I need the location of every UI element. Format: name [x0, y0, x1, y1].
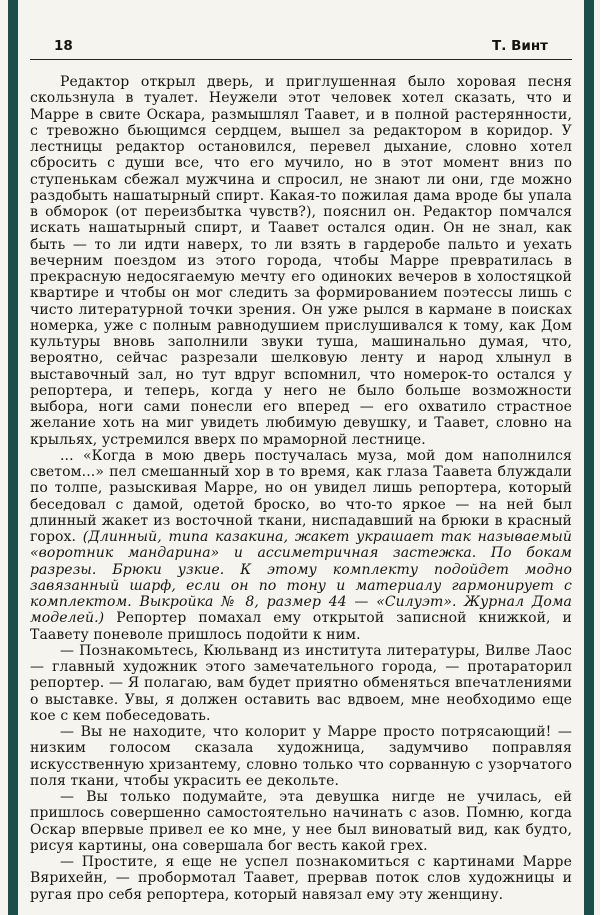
header-rule — [30, 59, 572, 60]
page-header — [30, 38, 572, 54]
paragraph — [30, 74, 572, 448]
paragraph-text: Редактор открыл дверь, и приглушенная было хоровая песня скользнула в туалет. Неужели этот человек хотел сказать, что и Марре в свите Оскара, размышлял Таавет, и в полной растерянности, с тревожно бьющимся сердцем, вышел за редактором в коридор. У лестницы редактор остановился, перевел дыхание, словно хотел сбросить с души все, что его мучило, но в этот момент вниз по ступенькам сбежал мужчина и спросил, не знают ли они, где можно раздобыть нашатырный спирт. Какая-то пожилая дама вроде бы упала в обморок (от переизбытка чувств?), пояснил он. Редактор помчался искать нашатырный спирт, и Таавет остался один. Он не знал, как быть — то ли идти наверх, то ли взять в гардеробе пальто и уехать вечерним поездом из этого города, чтобы Марре превратилась в прекрасную недосягаемую мечту его одиноких вечеров в холостяцкой квартире и чтобы он мог следить за формированием поэтессы лишь с чисто литературной точки зрения. Он уже рылся в кармане в поисках номерка, уже с полным равнодушием прислушивался к тому, как Дом культуры вновь заполнили звуки туша, машинально думая, что, вероятно, сейчас разрезали шелковую ленту и народ хлынул в выставочный зал, но тут вдруг вспомнил, что номерок-то остался у репортера, и теперь, когда у него не было больше возможности выбора, ноги сами понесли его вперед — его охватило страстное желание хоть на миг увидеть любимую девушку, и Таавет, словно на крыльях, устремился вверх по мраморной лестнице. — [30, 74, 572, 448]
paragraph-text: ... «Когда в мою дверь постучалась муза, мой дом наполнился светом...» пел смешанный хор в то время, как глаза Таавета блуждали по толпе, разыскивая Марре, но он увидел лишь репортера, который беседовал с дамой, одетой броско, во что-то яркое — на ней был длинный жакет из восточной ткани, ниспадавший на брюки в красный горох. — [30, 447, 572, 545]
paragraph — [30, 643, 572, 724]
page-body — [30, 0, 572, 903]
running-title: Т. Винт — [492, 38, 548, 54]
paragraph — [30, 789, 572, 854]
paragraph-text: Репортер помахал ему открытой записной книжкой, и Таавету поневоле пришлось подойти к ним. — [30, 610, 572, 643]
paragraph — [30, 724, 572, 789]
paragraph-text: — Простите, я еще не успел познакомиться с картинами Марре Вярихейн, — пробормотал Таавет, прервав поток слов художницы и ругая про себя репортера, который навязал ему эту женщину. — [30, 854, 572, 903]
paragraph-text: — Вы не находите, что колорит у Марре просто потрясающий! — низким голосом сказала художница, задумчиво поправляя искусственную хризантему, словно только что сорванную с узорчатого поля ткани, чтобы украсить ее декольте. — [30, 724, 572, 789]
page-number: 18 — [54, 38, 73, 54]
right-edge-bar — [584, 0, 594, 915]
paragraph — [30, 854, 572, 903]
paragraph — [30, 448, 572, 643]
text-block — [30, 74, 572, 903]
fashion-note-italic-text: (Длинный, типа казакина, жакет украшает так называемый «воротник мандарина» и ассиметричная застежка. По бокам разрезы. Брюки узкие. К этому комплекту подойдет модно завязанный шарф, если он по тону и материалу гармонирует с комплектом. Выкройка № 8, размер 44 — «Силуэт». Журнал Дома моделей.) — [30, 529, 572, 627]
left-edge-bar — [8, 0, 18, 915]
paragraph-text: — Познакомьтесь, Кюльванд из института литературы, Вилве Лаос — главный художник этого замечательного города, — протараторил репортер. — Я полагаю, вам будет приятно обменяться впечатлениями о выставке. Увы, я должен оставить вас вдвоем, мне необходимо еще кое с кем побеседовать. — [30, 642, 572, 724]
paragraph-text: — Вы только подумайте, эта девушка нигде не училась, ей пришлось совершенно самостоятельно начинать с азов. Помню, когда Оскар впервые привел ее ко мне, у нее был виноватый вид, как будто, рисуя картины, она совершала бог весть какой грех. — [30, 789, 572, 854]
